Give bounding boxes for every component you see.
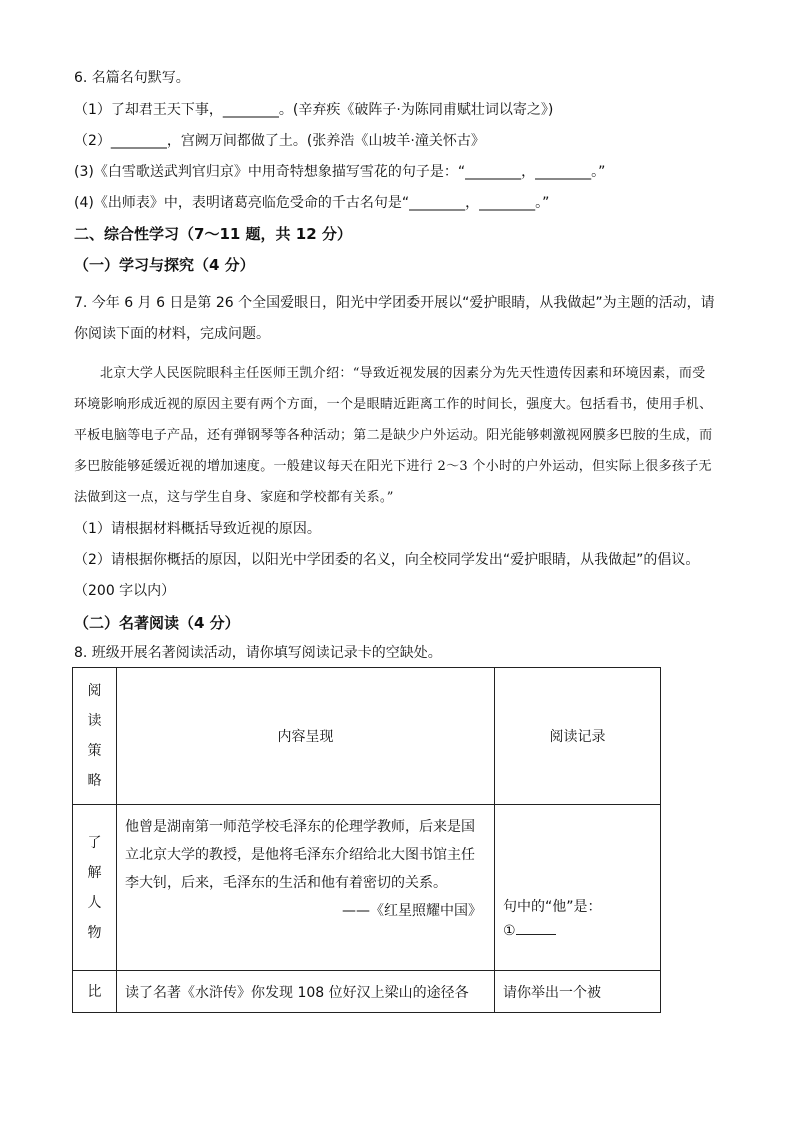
header-strategy — [73, 668, 117, 805]
row-1-content — [117, 805, 495, 971]
row-1-record — [495, 805, 661, 971]
header-record: 阅读记录 — [495, 668, 661, 805]
row-1-record-text: 句中的“他”是： — [503, 898, 602, 915]
reading-record-card — [72, 667, 661, 1013]
header-content: 内容呈现 — [117, 668, 495, 805]
table-header-row — [73, 668, 661, 805]
table-row — [73, 805, 661, 971]
row-2-content: 读了名著《水浒传》你发现 108 位好汉上梁山的途径各 — [117, 971, 495, 1013]
q7-sub-2: （2）请根据你概括的原因，以阳光中学团委的名义，向全校同学发出“爱护眼睛，从我做起”的倡议。 — [74, 552, 700, 568]
section-2-title: 二、综合性学习（7～11 题，共 12 分） — [74, 225, 352, 243]
q7-sub-2-limit: （200 字以内） — [74, 583, 176, 599]
table-row — [73, 971, 661, 1013]
row-1-strategy-text: 了解人物 — [87, 834, 102, 941]
reading-passage: 北京大学人民医院眼科主任医师王凯介绍：“导致近视发展的因素分为先天性遗传因素和环境因素，而受环境影响形成近视的原因主要有两个方面，一个是眼睛近距离工作的时间长，强度大。包括看书，使用手机、平板电脑等电子产品，还有弹钢琴等各种活动；第二是缺少户外运动。阳光能够刺激视网膜多巴胺的生成，而多巴胺能够延缓近视的增加速度。一般建议每天在阳光下进行 2～3 个小时的户外运动，但实际上很多孩子无法做到这一点，这与学生自身、家庭和学校都有关系。” — [74, 366, 713, 505]
answer-blank — [516, 920, 556, 935]
part-1-title: （一）学习与探究（4 分） — [74, 256, 255, 274]
q7-line-2: 你阅读下面的材料，完成问题。 — [74, 326, 270, 342]
q7-sub-1: （1）请根据材料概括导致近视的原因。 — [74, 521, 321, 537]
q8-title: 8. 班级开展名著阅读活动，请你填写阅读记录卡的空缺处。 — [74, 645, 442, 661]
part-2-title: （二）名著阅读（4 分） — [74, 614, 240, 632]
q7-line-1: 7. 今年 6 月 6 日是第 26 个全国爱眼日，阳光中学团委开展以“爱护眼睛，从我做起”为主题的活动，请 — [74, 295, 715, 311]
q6-title: 6. 名篇名句默写。 — [74, 70, 190, 86]
row-2-record: 请你举出一个被 — [495, 971, 661, 1013]
q6-item-3: (3)《白雪歌送武判官归京》中用奇特想象描写雪花的句子是：“________，________。” — [74, 164, 606, 180]
q6-item-2: （2）________，宫阙万间都做了土。(张养浩《山坡羊·潼关怀古》 — [74, 133, 485, 149]
row-1-source: ——《红星照耀中国》 — [342, 903, 482, 919]
row-1-record-blank — [503, 920, 652, 942]
blank-marker: ① — [503, 922, 516, 939]
row-1-strategy — [73, 805, 117, 971]
row-2-strategy: 比 — [73, 971, 117, 1013]
row-1-content-text: 他曾是湖南第一师范学校毛泽东的伦理学教师，后来是国立北京大学的教授，是他将毛泽东介绍给北大图书馆主任李大钊，后来，毛泽东的生活和他有着密切的关系。 — [125, 819, 475, 891]
header-strategy-text: 阅读策略 — [87, 683, 102, 789]
q6-item-4: (4)《出师表》中，表明诸葛亮临危受命的千古名句是“________，________。” — [74, 195, 550, 211]
q6-item-1: （1）了却君王天下事，________。(辛弃疾《破阵子·为陈同甫赋壮词以寄之》) — [74, 102, 554, 118]
